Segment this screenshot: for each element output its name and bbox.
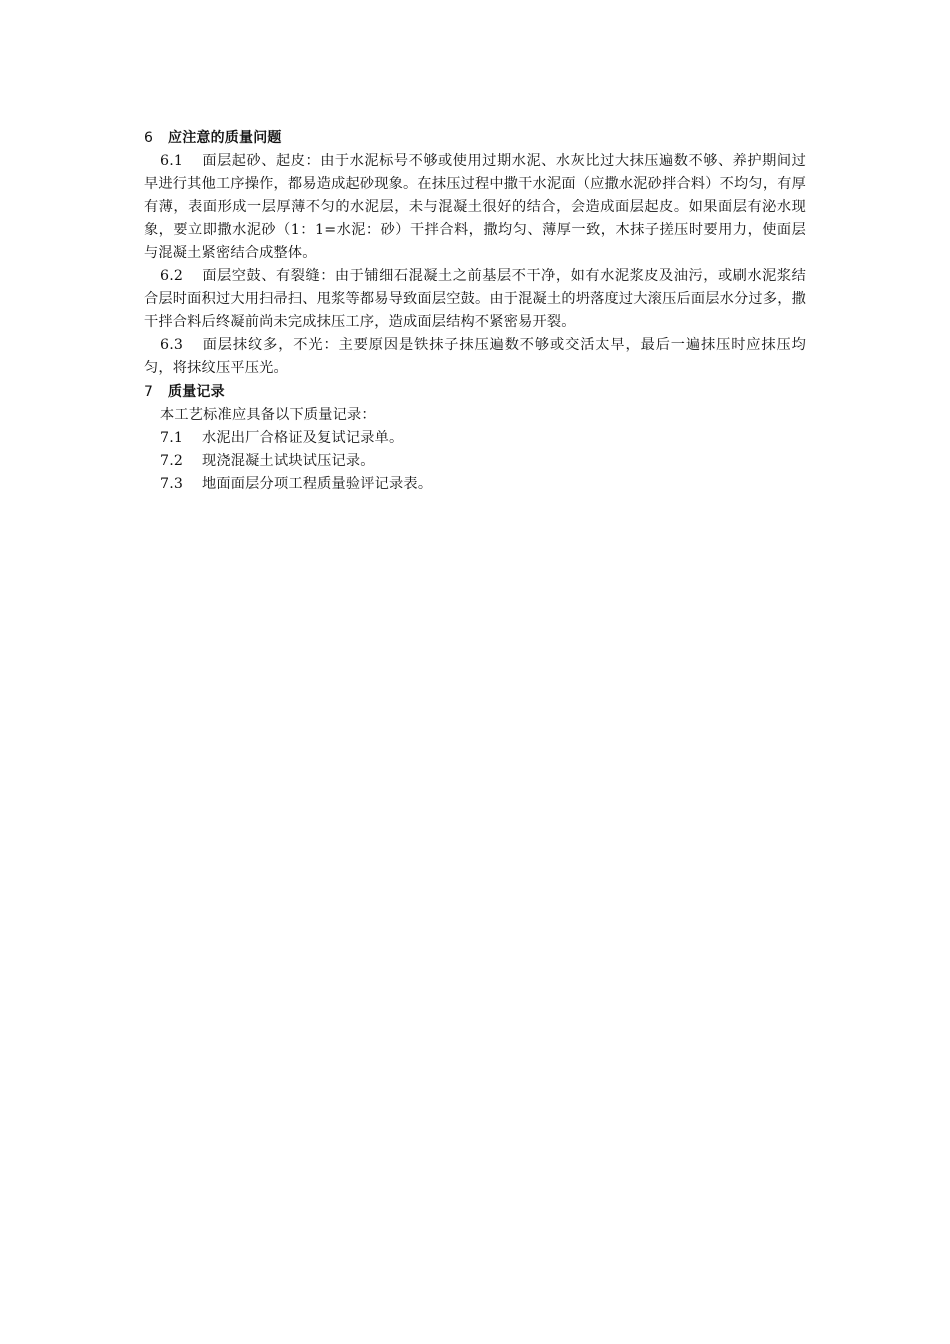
paragraph-6-2-number: 6.2 (160, 268, 184, 284)
record-item-7-3 (144, 473, 806, 496)
section-6-heading (144, 126, 806, 150)
record-item-7-1 (144, 427, 806, 450)
section-7-number: 7 (144, 384, 154, 400)
record-item-7-3-text: 地面面层分项工程质量验评记录表。 (202, 476, 433, 492)
paragraph-6-3-text: 面层抹纹多，不光：主要原因是铁抹子抹压遍数不够或交活太早，最后一遍抹压时应抹压均匀，将抹纹压平压光。 (144, 337, 806, 376)
paragraph-6-2 (144, 265, 806, 334)
section-7-title: 质量记录 (168, 384, 225, 400)
paragraph-6-1 (144, 150, 806, 265)
document-body (144, 126, 806, 496)
record-item-7-2-number: 7.2 (160, 453, 184, 469)
paragraph-6-1-number: 6.1 (160, 153, 184, 169)
paragraph-6-2-text: 面层空鼓、有裂缝：由于铺细石混凝土之前基层不干净，如有水泥浆皮及油污，或刷水泥浆结合层时面积过大用扫帚扫、甩浆等都易导致面层空鼓。由于混凝土的坍落度过大滚压后面层水分过多，撒干拌合料后终凝前尚未完成抹压工序，造成面层结构不紧密易开裂。 (144, 268, 806, 330)
section-7-intro: 本工艺标准应具备以下质量记录： (160, 407, 376, 423)
record-item-7-2 (144, 450, 806, 473)
section-6-title: 应注意的质量问题 (168, 130, 282, 146)
paragraph-6-3 (144, 334, 806, 380)
record-item-7-1-number: 7.1 (160, 430, 184, 446)
record-item-7-1-text: 水泥出厂合格证及复试记录单。 (202, 430, 404, 446)
paragraph-6-1-text: 面层起砂、起皮：由于水泥标号不够或使用过期水泥、水灰比过大抹压遍数不够、养护期间过早进行其他工序操作，都易造成起砂现象。在抹压过程中撒干水泥面（应撒水泥砂拌合料）不均匀，有厚有薄，表面形成一层厚薄不匀的水泥层，未与混凝土很好的结合，会造成面层起皮。如果面层有泌水现象，要立即撒水泥砂（1：1=水泥：砂）干拌合料，撒均匀、薄厚一致，木抹子搓压时要用力，使面层与混凝土紧密结合成整体。 (144, 153, 806, 261)
section-7-heading (144, 380, 806, 404)
record-item-7-3-number: 7.3 (160, 476, 184, 492)
section-6-number: 6 (144, 130, 154, 146)
record-item-7-2-text: 现浇混凝土试块试压记录。 (202, 453, 375, 469)
paragraph-6-3-number: 6.3 (160, 337, 184, 353)
